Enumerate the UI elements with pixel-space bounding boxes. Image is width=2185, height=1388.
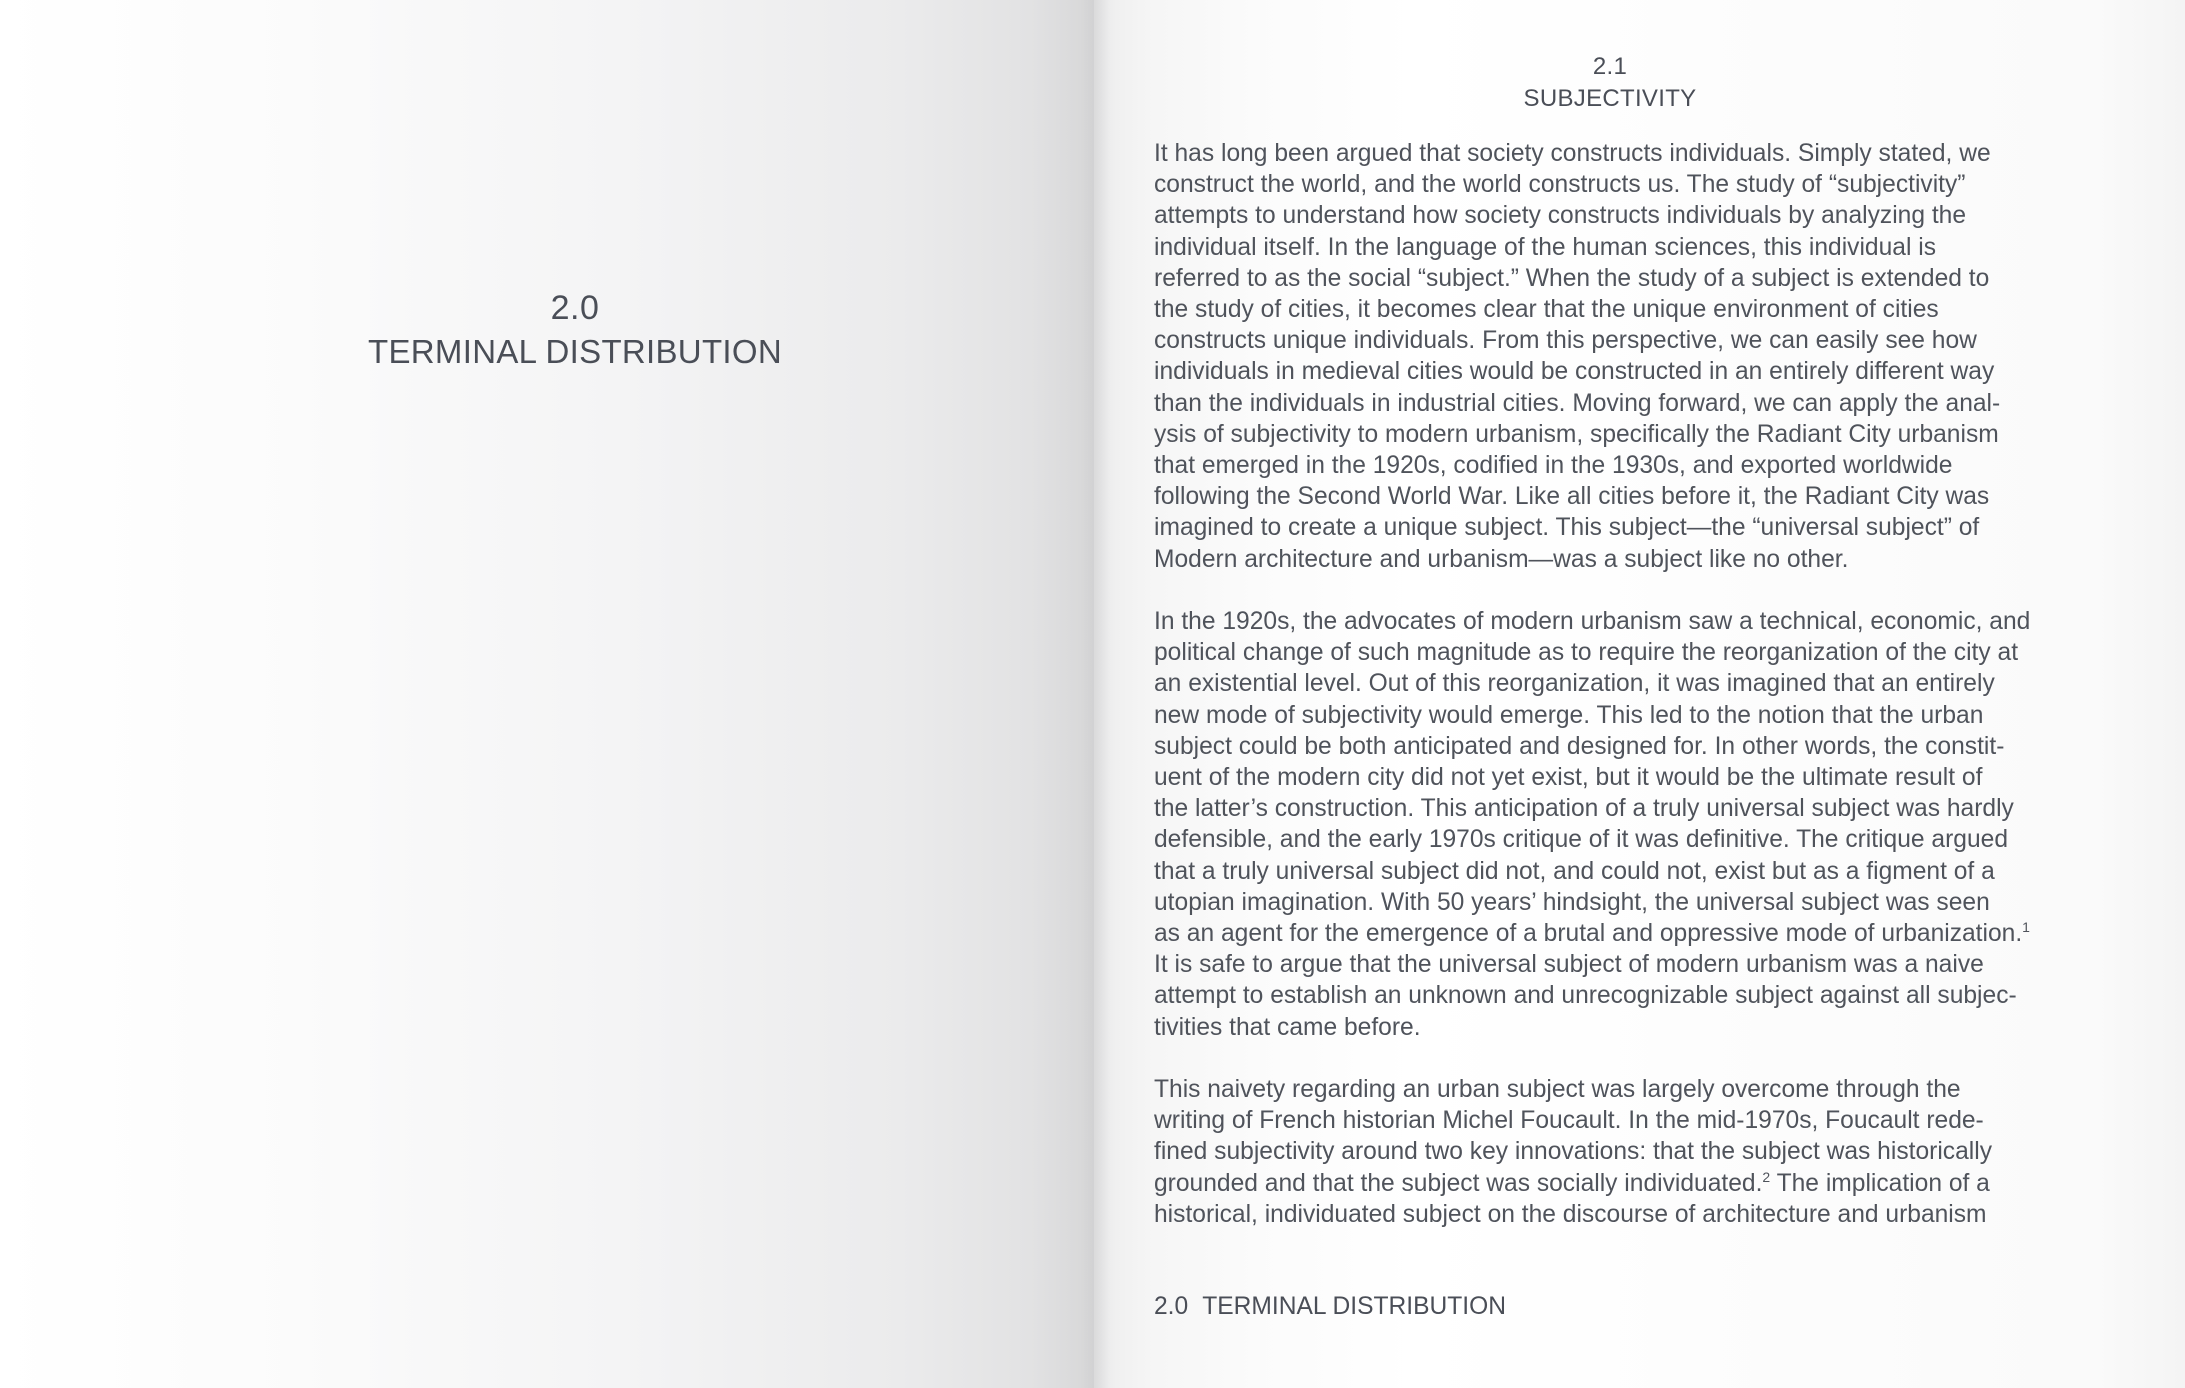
text-line — [1154, 544, 2074, 575]
text-line — [1154, 887, 2074, 918]
footer-chapter-title: TERMINAL DISTRIBUTION — [1202, 1293, 1506, 1320]
book-spine — [1080, 0, 1110, 1388]
text-line — [1154, 356, 2074, 387]
line-text: individuals in medieval cities would be constructed in an entirely different way — [1154, 358, 1995, 386]
text-line — [1154, 918, 2074, 949]
line-text: fined subjectivity around two key innovations: that the subject was historically — [1154, 1138, 1992, 1166]
line-text: referred to as the social “subject.” When the study of a subject is extended to — [1154, 264, 1990, 292]
text-line — [1154, 200, 2074, 231]
section-title: SUBJECTIVITY — [1523, 85, 1697, 112]
section-number: 2.1 — [1592, 53, 1628, 80]
paragraph — [1154, 138, 2074, 575]
section-heading — [1150, 51, 2070, 115]
text-line — [1154, 481, 2074, 512]
text-line — [1154, 1012, 2074, 1043]
line-text: following the Second World War. Like all cities before it, the Radiant City was — [1154, 483, 1990, 511]
line-text: ysis of subjectivity to modern urbanism, specifically the Radiant City urbanism — [1154, 420, 1999, 448]
text-line — [1154, 762, 2074, 793]
line-text: than the individuals in industrial cities. Moving forward, we can apply the anal- — [1154, 389, 2001, 417]
text-line — [1154, 1168, 2074, 1199]
text-line — [1154, 325, 2074, 356]
text-line — [1154, 232, 2074, 263]
line-text: the study of cities, it becomes clear that the unique environment of cities — [1154, 296, 1939, 324]
text-line — [1154, 388, 2074, 419]
line-text: attempts to understand how society constructs individuals by analyzing the — [1154, 202, 1967, 230]
line-text: individual itself. In the language of the human sciences, this individual is — [1154, 233, 1937, 261]
line-text: new mode of subjectivity would emerge. This led to the notion that the urban — [1154, 701, 1984, 729]
text-line — [1154, 1136, 2074, 1167]
text-line — [1154, 294, 2074, 325]
line-text: construct the world, and the world constructs us. The study of “subjectivity” — [1154, 171, 1966, 199]
line-text: In the 1920s, the advocates of modern urbanism saw a technical, economic, and — [1154, 608, 2031, 636]
line-text: the latter’s construction. This anticipation of a truly universal subject was hardly — [1154, 795, 2014, 823]
line-text: as an agent for the emergence of a brutal and oppressive mode of urbanization. — [1154, 920, 2023, 948]
text-line — [1154, 606, 2074, 637]
chapter-number: 2.0 — [550, 289, 600, 327]
text-line — [1154, 169, 2074, 200]
line-text: tivities that came before. — [1154, 1013, 1421, 1041]
text-line — [1154, 949, 2074, 980]
line-text: historical, individuated subject on the discourse of architecture and urbanism — [1154, 1200, 1987, 1228]
text-line — [1154, 1074, 2074, 1105]
paragraph — [1154, 606, 2074, 1043]
line-text: writing of French historian Michel Foucault. In the mid-1970s, Foucault rede- — [1154, 1107, 1984, 1135]
text-line — [1154, 1199, 2074, 1230]
text-line — [1154, 419, 2074, 450]
line-text: It is safe to argue that the universal subject of modern urbanism was a naive — [1154, 951, 1984, 979]
text-line — [1154, 512, 2074, 543]
text-line — [1154, 731, 2074, 762]
line-text: attempt to establish an unknown and unrecognizable subject against all subjec- — [1154, 982, 2017, 1010]
text-line — [1154, 1105, 2074, 1136]
footnote-marker[interactable]: 2 — [1762, 1168, 1771, 1185]
line-text-continuation: The implication of a — [1770, 1169, 1990, 1197]
running-footer — [1154, 1291, 1506, 1323]
text-line — [1154, 856, 2074, 887]
line-text: that a truly universal subject did not, and could not, exist but as a figment of a — [1154, 857, 1995, 885]
text-line — [1154, 263, 2074, 294]
line-text: grounded and that the subject was socially individuated. — [1154, 1169, 1763, 1197]
footnote-marker[interactable]: 1 — [2022, 919, 2030, 936]
text-line — [1154, 668, 2074, 699]
line-text: imagined to create a unique subject. This subject—the “universal subject” of — [1154, 514, 1980, 542]
text-line — [1154, 824, 2074, 855]
line-text: subject could be both anticipated and designed for. In other words, the constit- — [1154, 732, 2005, 760]
text-line — [1154, 700, 2074, 731]
line-text: that emerged in the 1920s, codified in the 1930s, and exported worldwide — [1154, 452, 1953, 480]
line-text: political change of such magnitude as to require the reorganization of the city at — [1154, 639, 2019, 667]
line-text: uent of the modern city did not yet exist, but it would be the ultimate result of — [1154, 764, 1983, 792]
line-text: It has long been argued that society constructs individuals. Simply stated, we — [1154, 140, 1991, 167]
text-line — [1154, 637, 2074, 668]
chapter-heading — [250, 286, 900, 374]
text-line — [1154, 138, 2074, 169]
line-text: constructs unique individuals. From this perspective, we can easily see how — [1154, 327, 1977, 355]
chapter-title: TERMINAL DISTRIBUTION — [368, 333, 782, 370]
paragraph — [1154, 1074, 2074, 1230]
text-line — [1154, 980, 2074, 1011]
line-text: utopian imagination. With 50 years’ hindsight, the universal subject was seen — [1154, 888, 1990, 916]
line-text: defensible, and the early 1970s critique of it was definitive. The critique argued — [1154, 826, 2009, 854]
line-text: Modern architecture and urbanism—was a subject like no other. — [1154, 545, 1849, 573]
body-text — [1154, 138, 2074, 1261]
line-text: an existential level. Out of this reorganization, it was imagined that an entirely — [1154, 670, 1995, 698]
footer-chapter-number: 2.0 — [1154, 1293, 1189, 1320]
text-line — [1154, 793, 2074, 824]
line-text: This naivety regarding an urban subject was largely overcome through the — [1154, 1076, 1961, 1104]
text-line — [1154, 450, 2074, 481]
